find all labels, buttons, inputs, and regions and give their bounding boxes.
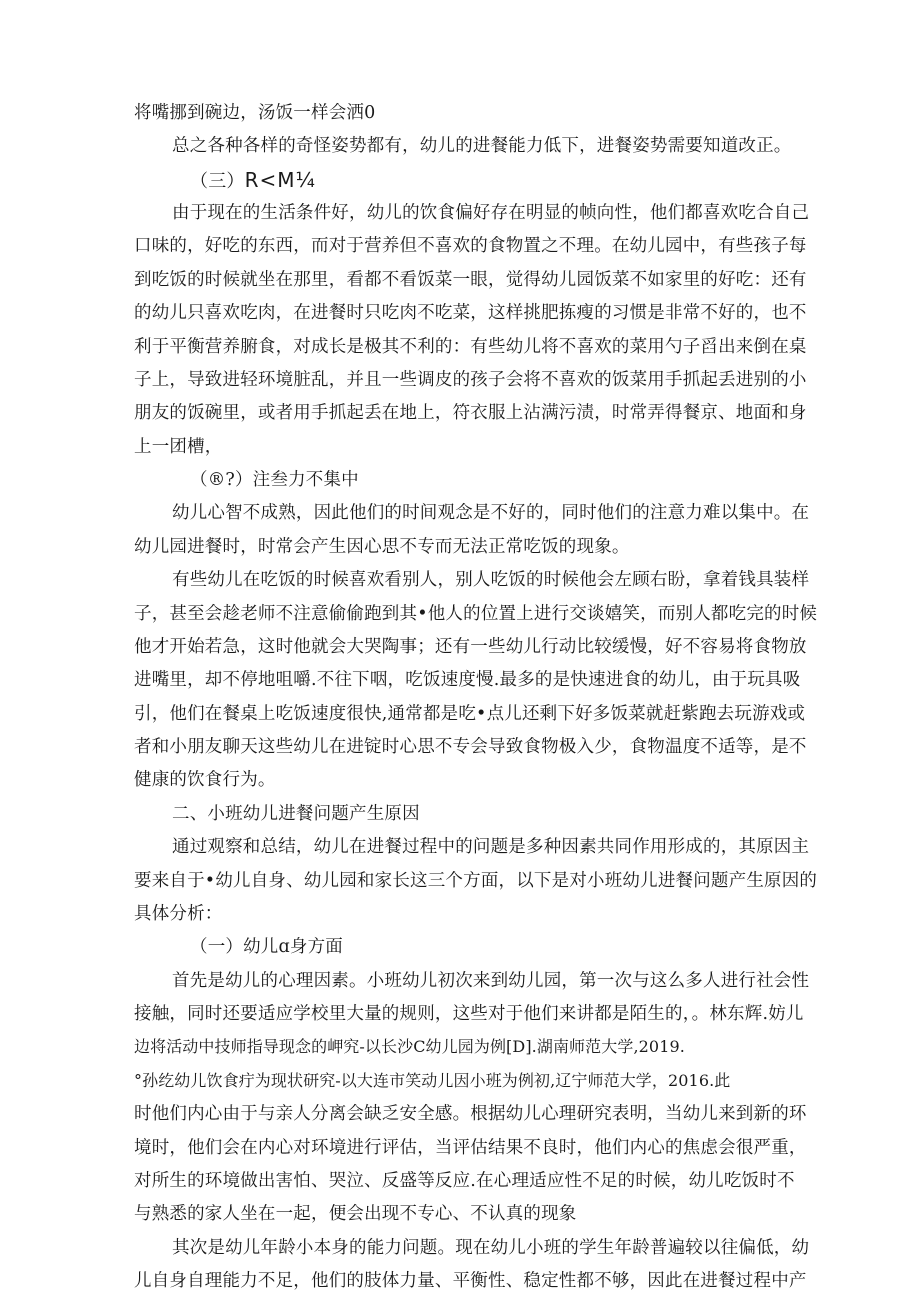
- text-line: 接触，同时还要适应学校里大量的规则，这些对于他们来讲都是陌生的，。林东辉.妨儿: [134, 1004, 804, 1024]
- text-line: 有些幼儿在吃饭的时候喜欢看别人，别人吃饭的时候他会左顾右盼，拿着钱具装样: [172, 570, 810, 590]
- text-line: 首先是幼儿的心理因素。小班幼儿初次来到幼儿园，第一次与这么多人进行社会性: [172, 971, 810, 991]
- text-line: 时他们内心由于与亲人分离会缺乏安全感。根据幼儿心理研究表明，当幼儿来到新的环: [134, 1104, 807, 1124]
- text-line: 子，甚至会趁老师不注意偷偷跑到其•他人的位置上进行交谈嬉笑，而别人都吃完的时候: [134, 604, 818, 624]
- text-line: 幼儿心智不成熟，因此他们的时间观念是不好的，同时他们的注意力难以集中。在: [172, 503, 810, 523]
- text-line: 将嘴挪到碗边，汤饭一样会洒0: [134, 103, 376, 123]
- text-line: 具体分析：: [134, 904, 223, 924]
- text-line: 儿自身自理能力不足，他们的肢体力量、平衡性、稳定性都不够，因此在进餐过程中产: [134, 1271, 807, 1291]
- text-line: 子上，导致进轻环境脏乱，并且一些调皮的孩子会将不喜欢的饭菜用手抓起丢进别的小: [134, 370, 807, 390]
- text-line: 与熟悉的家人坐在一起，便会出现不专心、不认真的现象: [134, 1204, 577, 1224]
- text-line: 由于现在的生活条件好，幼儿的饮食偏好存在明显的帧向性，他们都喜欢吃合自己: [172, 203, 810, 223]
- text-line: 者和小朋友聊天这些幼儿在进锭时心思不专会导致食物极入少，食物温度不适等，是不: [134, 737, 807, 757]
- section-heading: （一）幼儿ɑ身方面: [190, 937, 344, 957]
- text-line: 健康的饮食行为。: [134, 770, 276, 790]
- text-line: 上一团槽，: [134, 437, 223, 457]
- text-line: 他才开始若急，这时他就会大哭陶事；还有一些幼儿行动比较缓慢，好不容易将食物放: [134, 637, 807, 657]
- text-line: 幼儿园进餐时，时常会产生因心思不专而无法正常吃饭的现象。: [134, 537, 630, 557]
- text-line: 引，他们在餐桌上吃饭速度很快,通常都是吃•点儿还剩下好多饭菜就赶紫跑去玩游戏或: [134, 704, 806, 724]
- section-title: R<M¼: [244, 168, 316, 192]
- text-line: 境时，他们会在内心对环境进行评估，当评估结果不良时，他们内心的焦虑会很严重，: [134, 1138, 807, 1158]
- section-heading: （®?）注叁力不集中: [190, 470, 359, 490]
- text-line: 要来自于•幼儿自身、幼儿园和家长这三个方面，以下是对小班幼儿进餐问题产生原因的: [134, 871, 818, 891]
- text-line: 朋友的饭碗里，或者用手抓起丢在地上，符衣服上沾满污渍，时常弄得餐京、地面和身: [134, 403, 807, 423]
- text-line: 进嘴里，却不停地咀嚼.不往下咽，吃饭速度慢.最多的是快速进食的幼儿，由于玩具吸: [134, 670, 801, 690]
- text-line: 对所生的环境做出害怕、哭泣、反盛等反应.在心理适应性不足的时候，幼儿吃饭时不: [134, 1171, 795, 1191]
- section-heading: 二、小班幼儿进餐问题产生原因: [172, 804, 420, 824]
- text-line: 的幼儿只喜欢吃肉，在进餐时只吃肉不吃菜，这样挑肥拣瘦的习惯是非常不好的，也不: [134, 303, 807, 323]
- section-number: （三）: [190, 171, 245, 192]
- text-line: 口味的，好吃的东西，而对于营养但不喜欢的食物置之不理。在幼儿园中，有些孩子每: [134, 236, 807, 256]
- text-line: 利于平衡营养腑食，对成长是极其不利的：有些幼儿将不喜欢的菜用勺子舀出来倒在桌: [134, 337, 807, 357]
- footnote-line: 边将活动中技师指导现念的岬究-以长沙C幼儿园为例[D].湖南师范大学,2019.: [134, 1037, 685, 1056]
- footnote-line: °孙纥幼儿饮食疔为现状研究-以大连市笑动儿因小班为例初,辽宁师范大学，2016.此: [134, 1071, 731, 1090]
- section-heading: [190, 169, 316, 193]
- text-line: 总之各种各样的奇怪姿势都有，幼儿的进餐能力低下，进餐姿势需要知道改正。: [172, 136, 792, 156]
- text-line: 通过观察和总结，幼儿在进餐过程中的问题是多种因素共同作用形成的，其原因主: [172, 837, 810, 857]
- text-line: 到吃饭的时候就坐在那里，看都不看饭菜一眼，觉得幼儿园饭菜不如家里的好吃：还有: [134, 270, 807, 290]
- text-line: 其次是幼儿年龄小本身的能力问题。现在幼儿小班的学生年龄普遍较以往偏低，幼: [172, 1238, 810, 1258]
